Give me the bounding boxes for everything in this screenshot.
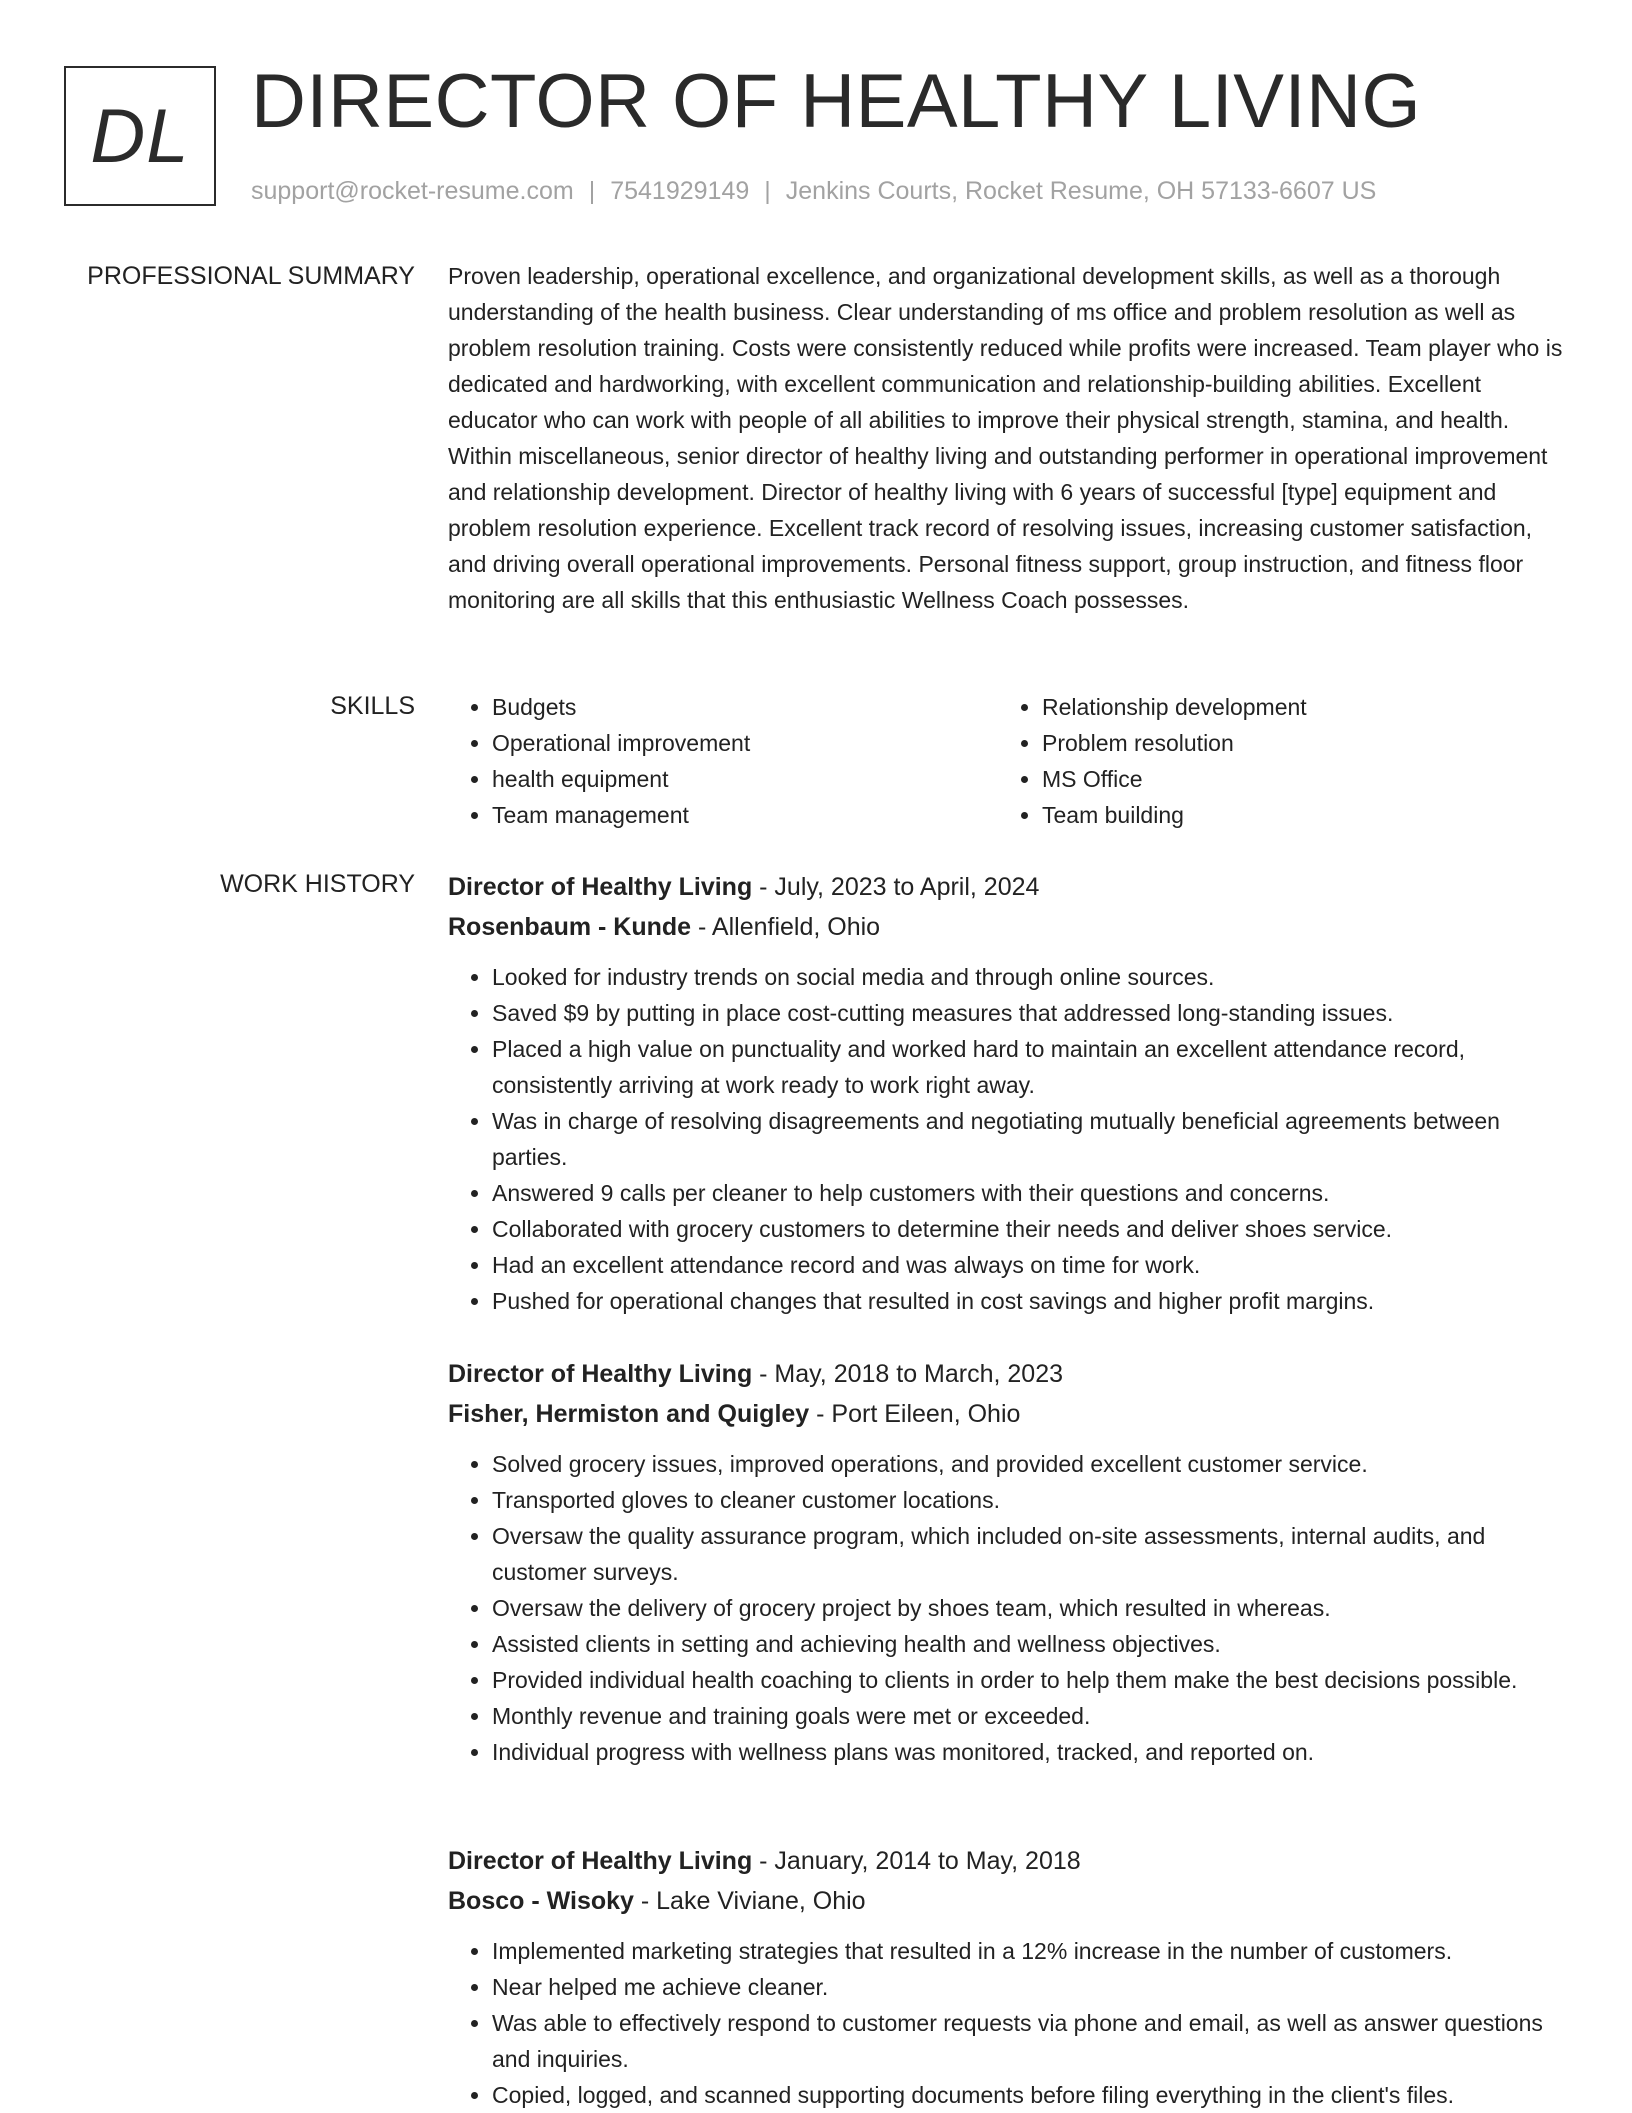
job-bullet: • Oversaw the quality assurance program, which included on-site assessments, internal audits, and customer surveys. [492, 1518, 1570, 1590]
skills-body [448, 689, 1570, 833]
job-bullet: • Placed a high value on punctuality and worked hard to maintain an excellent attendance record, consistently arriving at work ready to work right away. [492, 1031, 1570, 1103]
summary-paragraph: Proven leadership, operational excellence, and organizational development skills, as well as a thorough understanding of the health business. Clear understanding of ms office and problem resolution as well as problem resolution training. Costs were consistently reduced while profits were increased. Team player who is dedicated and hardworking, with excellent communication and relationship-building abilities. Excellent educator who can work with people of all abilities to improve their physical strength, stamina, and health. Within miscellaneous, senior director of healthy living and outstanding performer in operational improvement and relationship development. Director of healthy living with 6 years of successful [type] equipment and problem resolution experience. Excellent track record of resolving issues, increasing customer satisfaction, and driving overall operational improvements. Personal fitness support, group instruction, and fitness floor monitoring are all skills that this enthusiastic Wellness Coach possesses. [448, 263, 1563, 613]
job-bullet: • Collaborated with grocery customers to determine their needs and deliver shoes service. [492, 1211, 1570, 1247]
job-bullet-list [448, 1446, 1570, 1770]
job-company-line [448, 907, 1570, 947]
skills-list-left [448, 689, 998, 833]
job-bullet: • Provided individual health coaching to clients in order to help them make the best decisions possible. [492, 1662, 1570, 1698]
job-role-line [448, 867, 1570, 907]
job-role-line [448, 1354, 1570, 1394]
resume-title: DIRECTOR OF HEALTHY LIVING [251, 59, 1422, 144]
job-entry [448, 867, 1570, 1319]
job-bullet-list [448, 1933, 1570, 2113]
job-company: Bosco - Wisoky [448, 1887, 634, 1915]
skill-item: • Budgets [492, 689, 998, 725]
contact-address: Jenkins Courts, Rocket Resume, OH 57133-6607 US [785, 177, 1377, 205]
job-bullet: • Was in charge of resolving disagreements and negotiating mutually beneficial agreements between parties. [492, 1103, 1570, 1175]
job-bullet: • Looked for industry trends on social media and through online sources. [492, 959, 1570, 995]
skill-item: • Team management [492, 797, 998, 833]
section-heading: SKILLS [330, 692, 415, 720]
job-company: Fisher, Hermiston and Quigley [448, 1400, 810, 1428]
job-entry [448, 1841, 1570, 2113]
job-bullet: • Individual progress with wellness plans was monitored, tracked, and reported on. [492, 1734, 1570, 1770]
skills-grid [448, 689, 1570, 833]
skill-item: • Problem resolution [1042, 725, 1548, 761]
contact-separator: | [764, 177, 771, 205]
job-bullet: • Had an excellent attendance record and was always on time for work. [492, 1247, 1570, 1283]
job-location: - Lake Viviane, Ohio [633, 1887, 866, 1915]
job-role-line [448, 1841, 1570, 1881]
job-bullet: • Was able to effectively respond to customer requests via phone and email, as well as answer questions and inquiries. [492, 2005, 1570, 2077]
job-bullet: • Oversaw the delivery of grocery project by shoes team, which resulted in whereas. [492, 1590, 1570, 1626]
job-bullet: • Near helped me achieve cleaner. [492, 1969, 1570, 2005]
job-bullet-list [448, 959, 1570, 1319]
job-bullet: • Pushed for operational changes that resulted in cost savings and higher profit margins. [492, 1283, 1570, 1319]
skills-list-right [998, 689, 1548, 833]
monogram-logo: DL [64, 66, 216, 206]
contact-separator: | [588, 177, 596, 205]
job-location: - Allenfield, Ohio [691, 913, 881, 941]
job-role: Director of Healthy Living [448, 1360, 753, 1388]
skill-item: • Team building [1042, 797, 1548, 833]
summary-body [448, 259, 1570, 618]
job-bullet: • Monthly revenue and training goals were met or exceeded. [492, 1698, 1570, 1734]
skill-item: • Operational improvement [492, 725, 998, 761]
section-heading: PROFESSIONAL SUMMARY [87, 262, 415, 290]
contact-line [251, 174, 1376, 208]
contact-email[interactable]: support@rocket-resume.com [251, 177, 574, 205]
job-bullet: • Copied, logged, and scanned supporting documents before filing everything in the client's files. [492, 2077, 1570, 2113]
job-dates: - July, 2023 to April, 2024 [752, 873, 1040, 901]
job-entry [448, 1354, 1570, 1770]
job-bullet: • Saved $9 by putting in place cost-cutting measures that addressed long-standing issues. [492, 995, 1570, 1031]
section-heading: WORK HISTORY [220, 870, 415, 898]
skill-item: • health equipment [492, 761, 998, 797]
job-dates: - May, 2018 to March, 2023 [752, 1360, 1064, 1388]
job-dates: - January, 2014 to May, 2018 [752, 1847, 1081, 1875]
job-role: Director of Healthy Living [448, 1847, 753, 1875]
job-location: - Port Eileen, Ohio [809, 1400, 1021, 1428]
job-bullet: • Transported gloves to cleaner customer locations. [492, 1482, 1570, 1518]
job-bullet: • Implemented marketing strategies that resulted in a 12% increase in the number of customers. [492, 1933, 1570, 1969]
skill-item: • MS Office [1042, 761, 1548, 797]
contact-phone[interactable]: 7541929149 [610, 177, 750, 205]
job-company-line [448, 1394, 1570, 1434]
job-bullet: • Answered 9 calls per cleaner to help customers with their questions and concerns. [492, 1175, 1570, 1211]
skill-item: • Relationship development [1042, 689, 1548, 725]
job-company-line [448, 1881, 1570, 1921]
job-role: Director of Healthy Living [448, 873, 753, 901]
job-bullet: • Solved grocery issues, improved operations, and provided excellent customer service. [492, 1446, 1570, 1482]
job-company: Rosenbaum - Kunde [448, 913, 692, 941]
job-bullet: • Assisted clients in setting and achieving health and wellness objectives. [492, 1626, 1570, 1662]
